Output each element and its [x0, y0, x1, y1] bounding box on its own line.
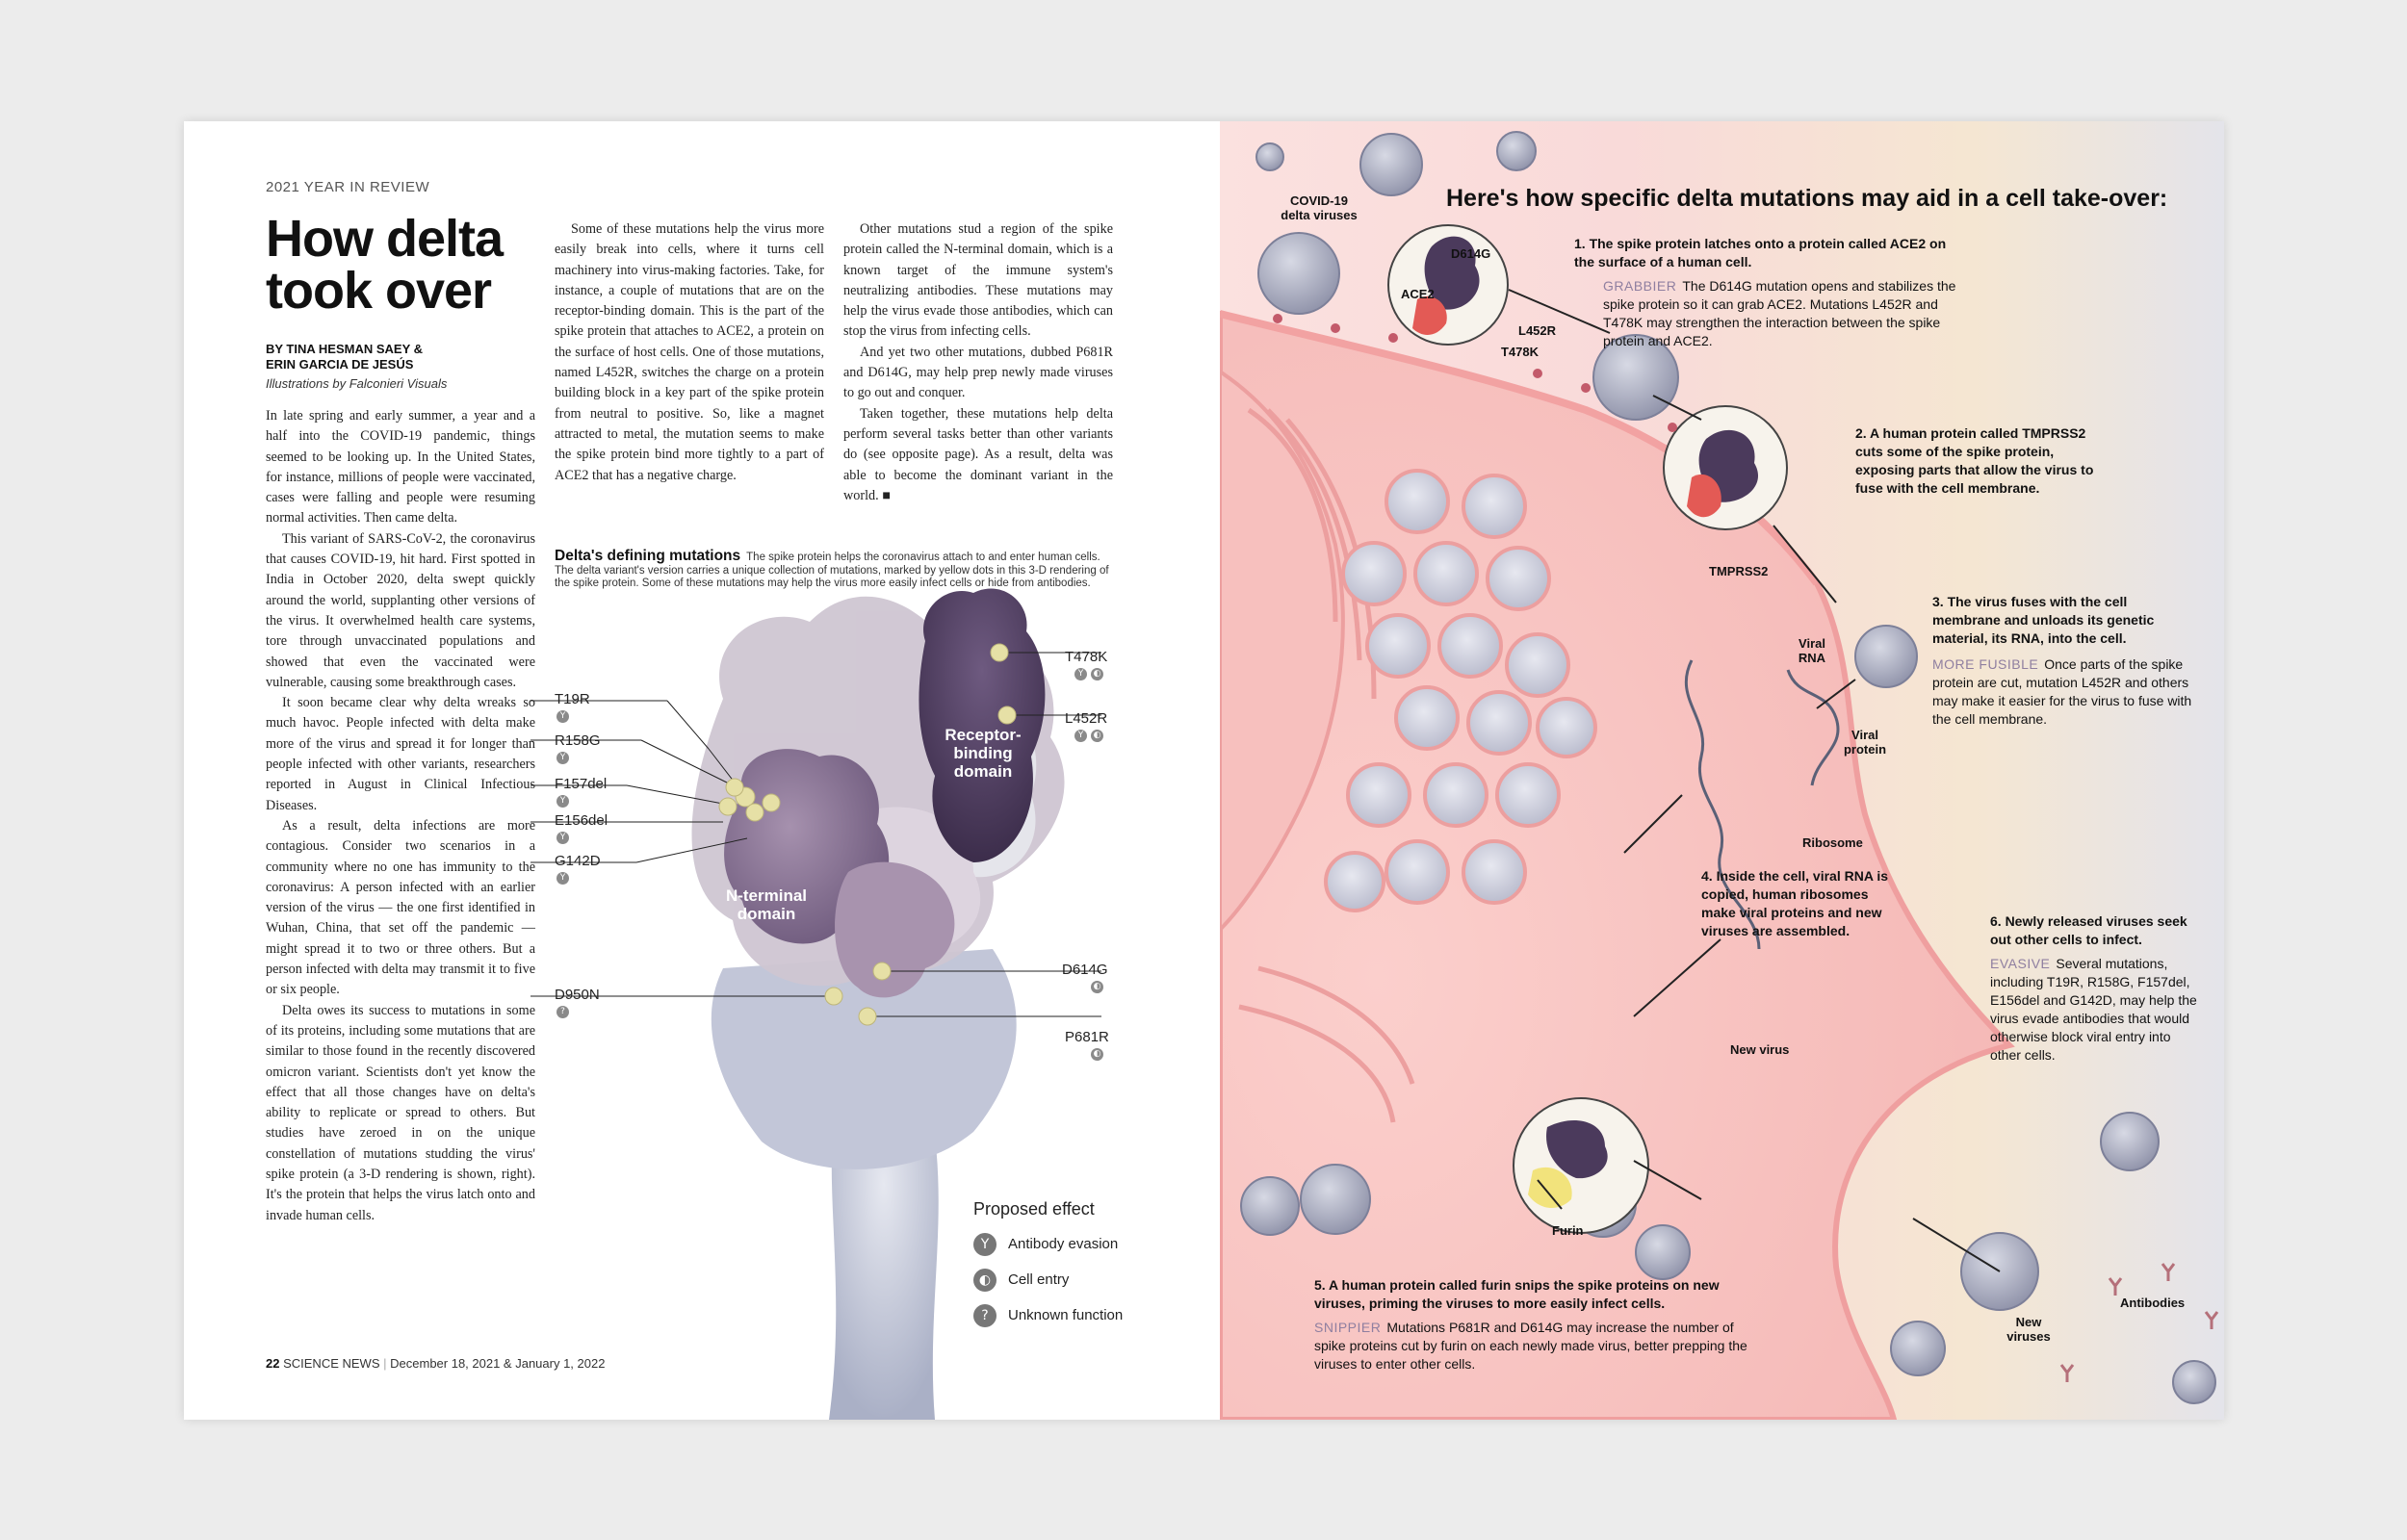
mutation-label-e156del: E156del — [555, 812, 608, 829]
cell-entry-icon: ◐ — [1091, 730, 1103, 742]
byline-line-2: ERIN GARCIA DE JESÚS — [266, 357, 414, 372]
step-5-text: Mutations P681R and D614G may increase the number of spike proteins cut by furin on each newly made virus, better prepping the viruses to enter other cells. — [1314, 1320, 1747, 1372]
step-4 — [1701, 867, 1894, 940]
kicker: 2021 YEAR IN REVIEW — [266, 179, 430, 195]
paragraph: As a result, delta infections are more contagious. Consider two scenarios in a community where no one has immunity to the coronavirus: A person infected with an earlier version of the virus — the one first identified in Wuhan, China, that set off the pandemic — might spread it to two or three others. But a person infected with delta may transmit it to five or six people. — [266, 817, 535, 998]
step-3-tag: MORE FUSIBLE — [1932, 656, 2039, 672]
mutation-label-t478k: T478K — [1065, 649, 1108, 665]
left-page — [184, 121, 1220, 1420]
step-6-title: 6. Newly released viruses seek out other cells to infect. — [1990, 913, 2187, 947]
mutation-dot-g142d — [763, 794, 780, 811]
mutation-label-g142d: G142D — [555, 853, 601, 869]
paragraph: Other mutations stud a region of the spike protein called the N-terminal domain, which is a known target of the immune system's neutralizing antibodies. These mutations may help the virus evade those antibodies, which can stop the virus from infecting cells. — [843, 221, 1113, 340]
mutation-label-p681r: P681R — [1065, 1029, 1109, 1045]
step-1-text: The D614G mutation opens and stabilizes the spike protein so it can grab ACE2. Mutations L452R and T478K may strengthen the interaction between the spike protein and ACE2. — [1603, 278, 1956, 348]
antibody-icon: Y — [556, 872, 569, 885]
rbd-label: Receptor-binding domain — [945, 726, 1022, 781]
antibody-icon: Y — [556, 795, 569, 808]
step-3-title: 3. The virus fuses with the cell membrane and unloads its genetic material, its RNA, into the cell. — [1932, 594, 2155, 646]
mutation-dot-p681r — [859, 1008, 876, 1025]
step-6-text: Several mutations, including T19R, R158G, F157del, E156del and G142D, may help the virus evade antibodies that would otherwise block viral entry into other cells. — [1990, 956, 2197, 1063]
cell-entry-icon: ◐ — [1091, 1048, 1103, 1061]
antibody-icon: Y — [556, 832, 569, 844]
step-1-tag: GRABBIER — [1603, 278, 1677, 294]
antibody-icon: Y — [1074, 730, 1087, 742]
label-ribosome: Ribosome — [1802, 835, 1863, 850]
mutation-dot-r158g — [726, 779, 743, 796]
paragraph: Some of these mutations help the virus more easily break into cells, where it turns cell machinery into virus-making factories. Take, for instance, a couple of mutations that are on the receptor-binding domain. This is the part of the spike protein that attaches to ACE2, a protein on the surface of host cells. One of those mutations, named L452R, switches the charge on a protein building block in a key part of the spike protein from neutral to positive. So, like a magnet attracted to metal, the mutation seems to make the spike protein bind more tightly to a part of ACE2 that has a negative charge. — [555, 221, 824, 483]
mutation-label-d614g: D614G — [1062, 962, 1108, 978]
defining-mutations-title: Delta's defining mutations — [555, 548, 741, 564]
mutation-dot-f157del — [719, 798, 737, 815]
label-l452r: L452R — [1518, 323, 1557, 338]
label-new-virus: New virus — [1730, 1042, 1790, 1057]
question-icon: ? — [556, 1006, 569, 1018]
illustration-credit: Illustrations by Falconieri Visuals — [266, 376, 448, 391]
label-viral-protein: Viral protein — [1843, 728, 1887, 757]
antibody-icon: Y — [556, 710, 569, 723]
antibody-icon: Y — [556, 752, 569, 764]
label-new-viruses: New viruses — [2006, 1315, 2051, 1344]
mutation-dot-d614g — [873, 962, 891, 980]
right-page-title: Here's how specific delta mutations may aid in a cell take-over: — [1446, 185, 2168, 212]
page-footer: 22 SCIENCE NEWS | December 18, 2021 & January 1, 2022 — [266, 1356, 606, 1371]
label-t478k: T478K — [1501, 345, 1540, 359]
paragraph: Taken together, these mutations help delta perform several tasks better than other variants do (see opposite page). As a result, delta was able to become the dominant variant in the world. ■ — [843, 405, 1113, 503]
mutation-label-d950n: D950N — [555, 987, 600, 1003]
mutation-label-r158g: R158G — [555, 732, 601, 749]
cell-entry-icon: ◐ — [1091, 668, 1103, 680]
right-page — [1220, 121, 2224, 1420]
step-2 — [1855, 424, 2115, 498]
step-6-tag: EVASIVE — [1990, 956, 2051, 971]
step-3 — [1932, 593, 2192, 729]
legend-item-antibody: Y Antibody evasion — [973, 1233, 1118, 1256]
step-5-title: 5. A human protein called furin snips the spike proteins on new viruses, priming the viruses to more easily infect cells. — [1314, 1277, 1720, 1311]
paragraph: Delta owes its success to mutations in some of its proteins, including some mutations that are similar to those found in the recently discovered omicron variant. Scientists don't yet know the effect that all those changes have on delta's ability to replicate or spread to others. But studies have zeroed in on the unique constellation of mutations studding the virus' spike protein (a 3-D rendering is shown, right). It's the protein that helps the virus latch onto and invade human cells. — [266, 1002, 535, 1223]
step-3-text: Once parts of the spike protein are cut, mutation L452R and others may make it easier for the virus to fuse with the cell membrane. — [1932, 656, 2192, 727]
antibody-icon: Y — [1074, 668, 1087, 680]
label-viral-rna: Viral RNA — [1798, 636, 1826, 665]
mutation-dot-l452r — [998, 706, 1016, 724]
step-6 — [1990, 912, 2202, 1065]
question-icon: ? — [973, 1304, 996, 1327]
paragraph: In late spring and early summer, a year and a half into the COVID-19 pandemic, things seemed to be looking up. In the United States, for instance, millions of people were vaccinated, cases were falling and people were resuming normal activities. Then came delta. — [266, 408, 535, 526]
cell-entry-icon: ◐ — [1091, 981, 1103, 993]
legend-title: Proposed effect — [973, 1199, 1095, 1219]
mutation-dot-t478k — [991, 644, 1008, 661]
step-5-tag: SNIPPIER — [1314, 1320, 1382, 1335]
spike-protein-illustration — [184, 121, 1220, 1420]
byline-line-1: BY TINA HESMAN SAEY & — [266, 342, 424, 356]
mutation-label-f157del: F157del — [555, 776, 608, 792]
label-antibodies: Antibodies — [2120, 1296, 2186, 1310]
issue-date: December 18, 2021 & January 1, 2022 — [390, 1356, 606, 1371]
cell-entry-icon: ◐ — [973, 1269, 996, 1292]
paragraph: This variant of SARS-CoV-2, the coronavirus that causes COVID-19, hit hard. First spotted in India in October 2020, delta swept quickly around the world, supplanting other versions of the virus. It overwhelmed health care systems, tore through unvaccinated populations and showed that even the vaccinated were vulnerable, causing some breakthrough cases. — [266, 530, 535, 690]
mutation-dot-e156del — [746, 804, 764, 821]
paragraph: It soon became clear why delta wreaks so much havoc. People infected with delta make more of the virus and spread it for longer than people infected with other variants, researchers reported in August in Clinical Infectious Diseases. — [266, 695, 535, 813]
legend-item-unknown: ? Unknown function — [973, 1304, 1123, 1327]
covid-delta-label: COVID-19 delta viruses — [1281, 193, 1358, 222]
mutation-dot-d950n — [825, 988, 842, 1005]
label-furin: Furin — [1552, 1223, 1584, 1238]
defining-mutations-text: The spike protein helps the coronavirus attach to and enter human cells. The delta variant's version carries a unique collection of mutations, marked by yellow dots in this 3-D rendering of the spike protein. Some of these mutations may help the virus more easily infect cells or hide from antibodies. — [555, 552, 1109, 589]
step-5 — [1314, 1276, 1767, 1373]
publication-name: SCIENCE NEWS — [283, 1356, 380, 1371]
ntd-label: N-terminal domain — [725, 886, 808, 923]
mutation-label-l452r: L452R — [1065, 710, 1108, 727]
page-number: 22 — [266, 1356, 280, 1371]
antibody-icon: Y — [973, 1233, 996, 1256]
label-d614g: D614G — [1451, 246, 1491, 261]
label-ace2: ACE2 — [1401, 287, 1435, 301]
headline: How delta took over — [266, 210, 504, 320]
mutation-label-t19r: T19R — [555, 691, 590, 707]
paragraph: And yet two other mutations, dubbed P681R and D614G, may help prep newly made viruses to go out and conquer. — [843, 344, 1113, 401]
legend-item-cell-entry: ◐ Cell entry — [973, 1269, 1069, 1292]
step-1 — [1574, 235, 1959, 350]
step-4-title: 4. Inside the cell, viral RNA is copied, human ribosomes make viral proteins and new viruses are assembled. — [1701, 868, 1888, 938]
step-2-title: 2. A human protein called TMPRSS2 cuts some of the spike protein, exposing parts that allow the virus to fuse with the cell membrane. — [1855, 425, 2094, 496]
label-tmprss2: TMPRSS2 — [1709, 564, 1769, 578]
step-1-title: 1. The spike protein latches onto a protein called ACE2 on the surface of a human cell. — [1574, 236, 1947, 270]
magazine-spread — [184, 121, 2224, 1420]
